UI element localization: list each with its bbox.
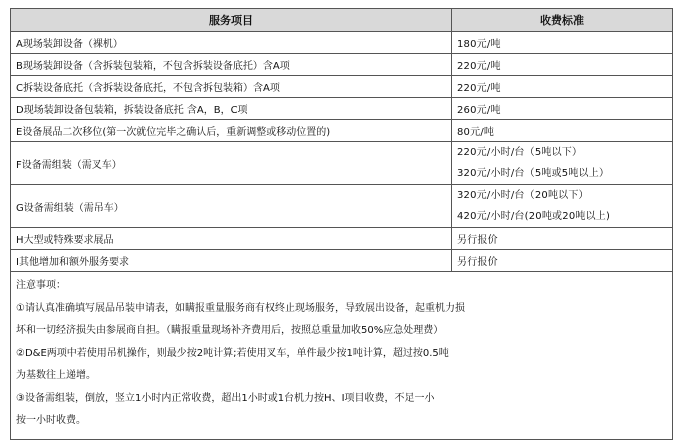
price-c: 220元/吨 xyxy=(452,76,673,98)
price-b: 220元/吨 xyxy=(452,54,673,76)
table-row xyxy=(11,250,673,272)
pricing-table-container xyxy=(10,8,672,440)
price-f xyxy=(452,142,673,185)
header-price-standard: 收费标准 xyxy=(452,9,673,32)
pricing-table xyxy=(10,8,673,440)
note-line-1: ①请认真准确填写展品吊装申请表，如瞒报重量服务商有权终止现场服务，导致展出设备，起重机力损 xyxy=(16,302,465,314)
note-line-3: ②D&E两项中若使用吊机操作，则最少按2吨计算;若使用叉车，单件最少按1吨计算，超过按0.5吨 xyxy=(16,347,449,359)
price-f-5t-and-above: 320元/小时/台（5吨或5吨以上） xyxy=(457,168,610,179)
price-d: 260元/吨 xyxy=(452,98,673,120)
notes-row xyxy=(11,272,673,440)
notes-section xyxy=(11,272,673,440)
note-line-2: 坏和一切经济损失由参展商自担。（瞒报重量现场补齐费用后，按照总重量加收50%应急处理费） xyxy=(16,325,444,336)
price-f-under-5t: 220元/小时/台（5吨以下） xyxy=(457,147,583,158)
service-item-i: I其他增加和额外服务要求 xyxy=(11,250,452,272)
price-g-under-20t: 320元/小时/台（20吨以下） xyxy=(457,190,589,201)
table-row xyxy=(11,54,673,76)
note-line-5: ③设备需组装，倒放，竖立1小时内正常收费，超出1小时或1台机力按H、I项目收费，不足一小 xyxy=(16,392,435,404)
service-item-c: C拆装设备底托（含拆装设备底托，不包含拆包装箱）含A项 xyxy=(11,76,452,98)
service-item-b: B现场装卸设备（含拆装包装箱，不包含拆装设备底托）含A项 xyxy=(11,54,452,76)
price-i: 另行报价 xyxy=(452,250,673,272)
price-h: 另行报价 xyxy=(452,228,673,250)
price-a: 180元/吨 xyxy=(452,32,673,54)
price-g-20t-and-above: 420元/小时/台(20吨或20吨以上) xyxy=(457,211,611,222)
table-row xyxy=(11,98,673,120)
service-item-g: G设备需组装（需吊车） xyxy=(11,185,452,228)
table-row xyxy=(11,185,673,228)
table-row xyxy=(11,76,673,98)
price-e: 80元/吨 xyxy=(452,120,673,142)
header-service-item: 服务项目 xyxy=(11,9,452,32)
service-item-e: E设备展品二次移位(第一次就位完毕之确认后，重新调整或移动位置的) xyxy=(11,120,452,142)
service-item-f: F设备需组装（需叉车） xyxy=(11,142,452,185)
price-g xyxy=(452,185,673,228)
notes-title: 注意事项： xyxy=(16,280,66,291)
table-row xyxy=(11,142,673,185)
table-row xyxy=(11,32,673,54)
table-header-row xyxy=(11,9,673,32)
table-row xyxy=(11,228,673,250)
service-item-d: D现场装卸设备包装箱，拆装设备底托 含A，B，C项 xyxy=(11,98,452,120)
service-item-a: A现场装卸设备（裸机） xyxy=(11,32,452,54)
table-row xyxy=(11,120,673,142)
note-line-6: 按一小时收费。 xyxy=(16,415,86,426)
service-item-h: H大型或特殊要求展品 xyxy=(11,228,452,250)
note-line-4: 为基数往上递增。 xyxy=(16,370,96,381)
